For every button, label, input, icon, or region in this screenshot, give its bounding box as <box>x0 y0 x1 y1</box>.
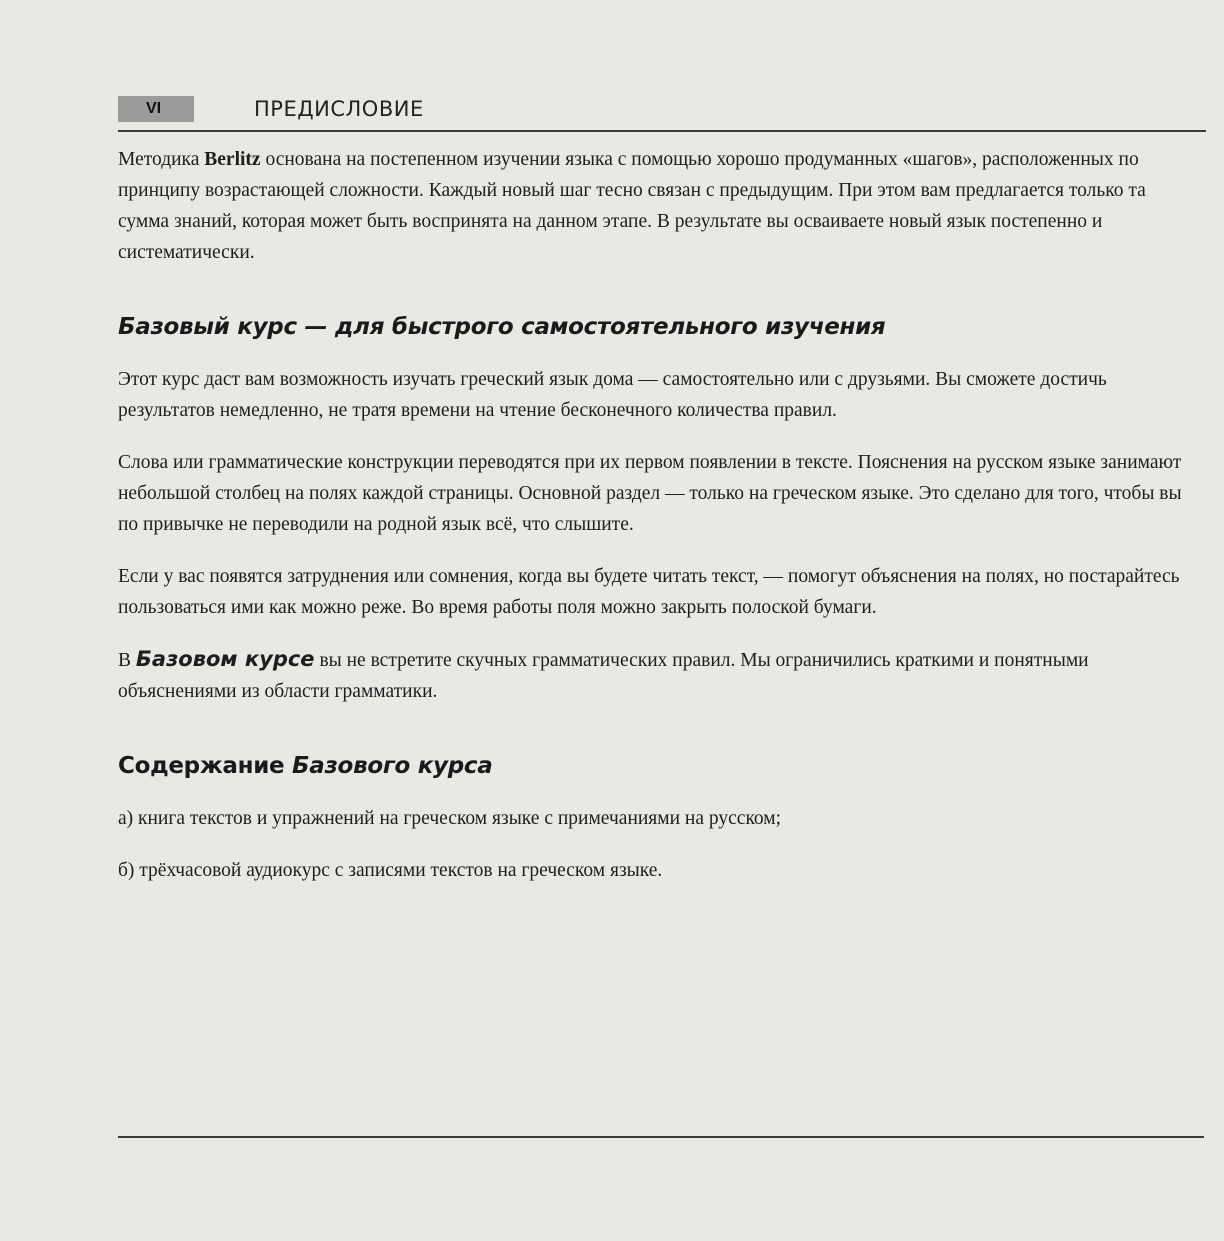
running-title: ПРЕДИСЛОВИЕ <box>254 97 424 121</box>
intro-text-start: Методика <box>118 149 205 170</box>
basic-paragraph-2: Слова или грамматические конструкции переводятся при их первом появлении в тексте. Пояснения на русском языке занимают небольшой столбец на полях каждой страницы. Основной раздел — только на греческом языке. Это сделано для того, чтобы вы по привычке не переводили на родной язык всё, что слышите. <box>118 452 1182 535</box>
contents-heading-plain: Содержание <box>118 753 293 779</box>
basic-paragraph-4-rest: вы не встретите скучных грамматических правил. Мы ограничились краткими и понятными объяснениями из области грамматики. <box>118 650 1089 702</box>
basic-course-inline-title: Базовом курсе <box>135 647 315 671</box>
basic-paragraph-3: Если у вас появятся затруднения или сомнения, когда вы будете читать текст, — помогут объяснения на полях, но постарайтесь пользоваться ими как можно реже. Во время работы поля можно закрыть полоской бумаги. <box>118 566 1180 618</box>
contents-item-a: а) книга текстов и упражнений на греческом языке с примечаниями на русском; <box>118 808 782 829</box>
header-rule <box>118 130 1206 132</box>
section-heading-basic-course: Базовый курс — для быстрого самостоятельного изучения <box>118 314 886 340</box>
basic-paragraph-4 <box>118 644 1198 707</box>
page-header <box>118 92 1206 132</box>
section-heading-course-contents <box>118 749 1198 783</box>
footer-rule <box>118 1136 1204 1138</box>
contents-heading-emph: Базового курса <box>292 753 493 779</box>
intro-text-rest: основана на постепенном изучении языка с помощью хорошо продуманных «шагов», расположенных по принципу возрастающей сложности. Каждый новый шаг тесно связан с предыдущим. При этом вам предлагается только та сумма знаний, которая может быть воспринята на данном этапе. В результате вы осваиваете новый язык постепенно и систематически. <box>118 149 1146 263</box>
intro-paragraph <box>118 144 1198 268</box>
basic-paragraph-4-prefix: В <box>118 650 136 671</box>
page-number: VI <box>118 96 194 122</box>
contents-item-b: б) трёхчасовой аудиокурс с записями текстов на греческом языке. <box>118 860 663 881</box>
brand-name: Berlitz <box>204 149 261 170</box>
basic-paragraph-1: Этот курс даст вам возможность изучать греческий язык дома — самостоятельно или с друзьями. Вы сможете достичь результатов немедленно, не тратя времени на чтение бесконечного количества правил. <box>118 369 1107 421</box>
page-content <box>118 144 1198 886</box>
